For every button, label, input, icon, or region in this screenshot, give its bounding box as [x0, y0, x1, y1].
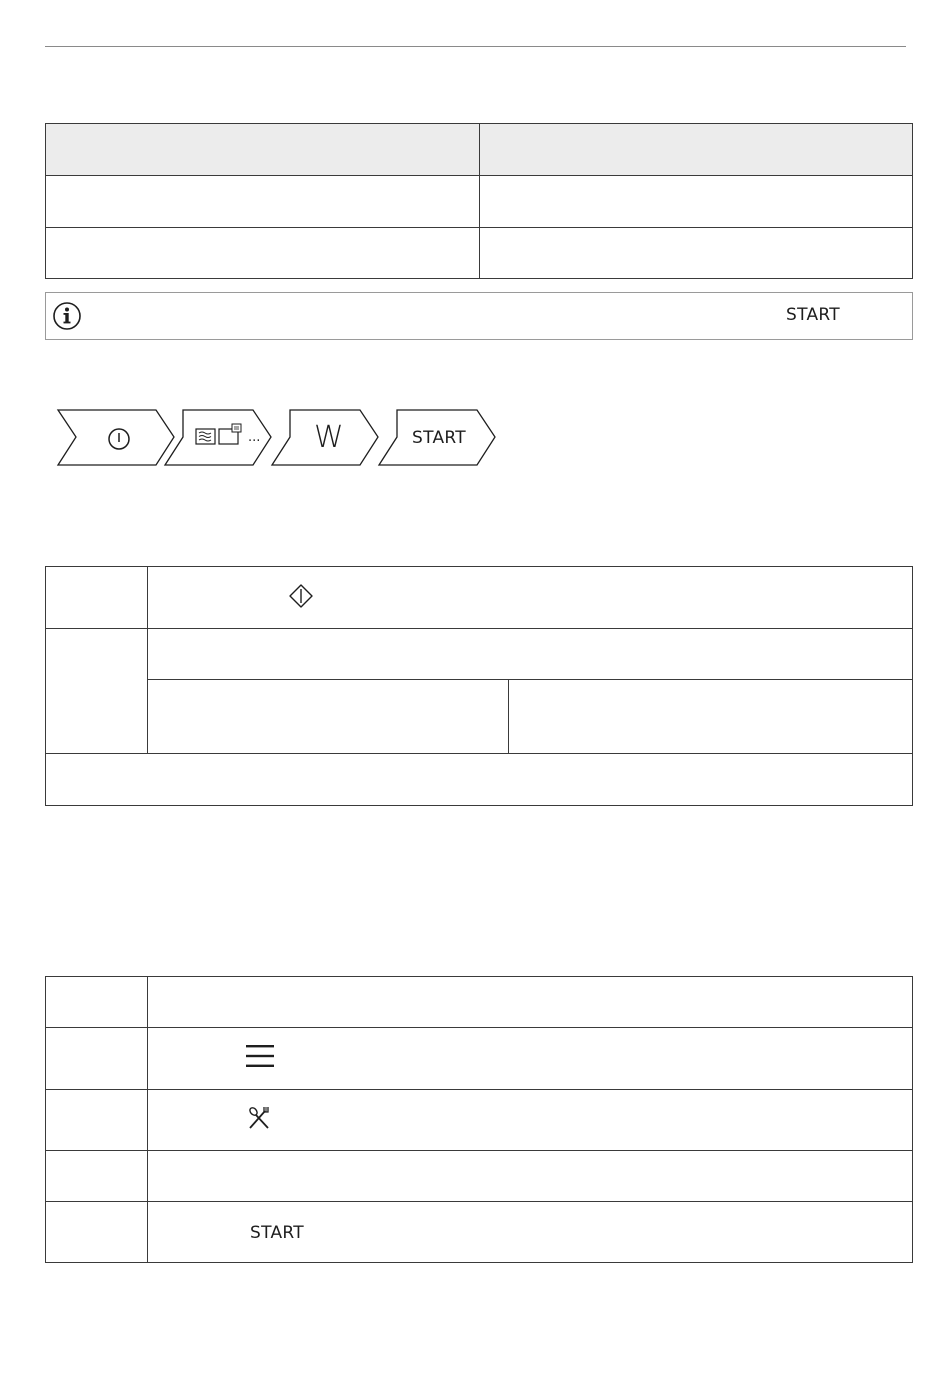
table-column-divider — [147, 567, 148, 753]
menu-icon — [245, 1043, 275, 1069]
table-3 — [45, 976, 913, 1263]
operation-flow — [55, 408, 505, 468]
table-row-divider — [46, 628, 912, 629]
table-row-divider — [46, 1089, 912, 1090]
power-icon — [107, 427, 131, 451]
table-2 — [45, 566, 913, 806]
table-row-divider — [46, 1201, 912, 1202]
table-row-divider — [46, 1150, 912, 1151]
cutlery-icon — [246, 1105, 272, 1131]
table-column-divider — [508, 679, 509, 753]
flow-start-label: START — [412, 428, 466, 448]
table-3-start-label: START — [250, 1223, 304, 1243]
watt-label: W — [314, 420, 344, 455]
table-column-divider — [147, 977, 148, 1262]
table-row-divider — [46, 1027, 912, 1028]
start-diamond-icon — [288, 583, 314, 609]
info-note — [45, 292, 913, 340]
heating-function-icons — [195, 423, 245, 449]
table-1 — [45, 123, 913, 279]
note-start-label: START — [786, 305, 840, 325]
header-rule — [45, 46, 906, 47]
table-row-divider — [46, 753, 912, 754]
info-icon — [52, 301, 82, 331]
table-column-divider — [479, 124, 480, 278]
heating-ellipsis: ... — [248, 430, 261, 445]
table-row-divider — [147, 679, 912, 680]
